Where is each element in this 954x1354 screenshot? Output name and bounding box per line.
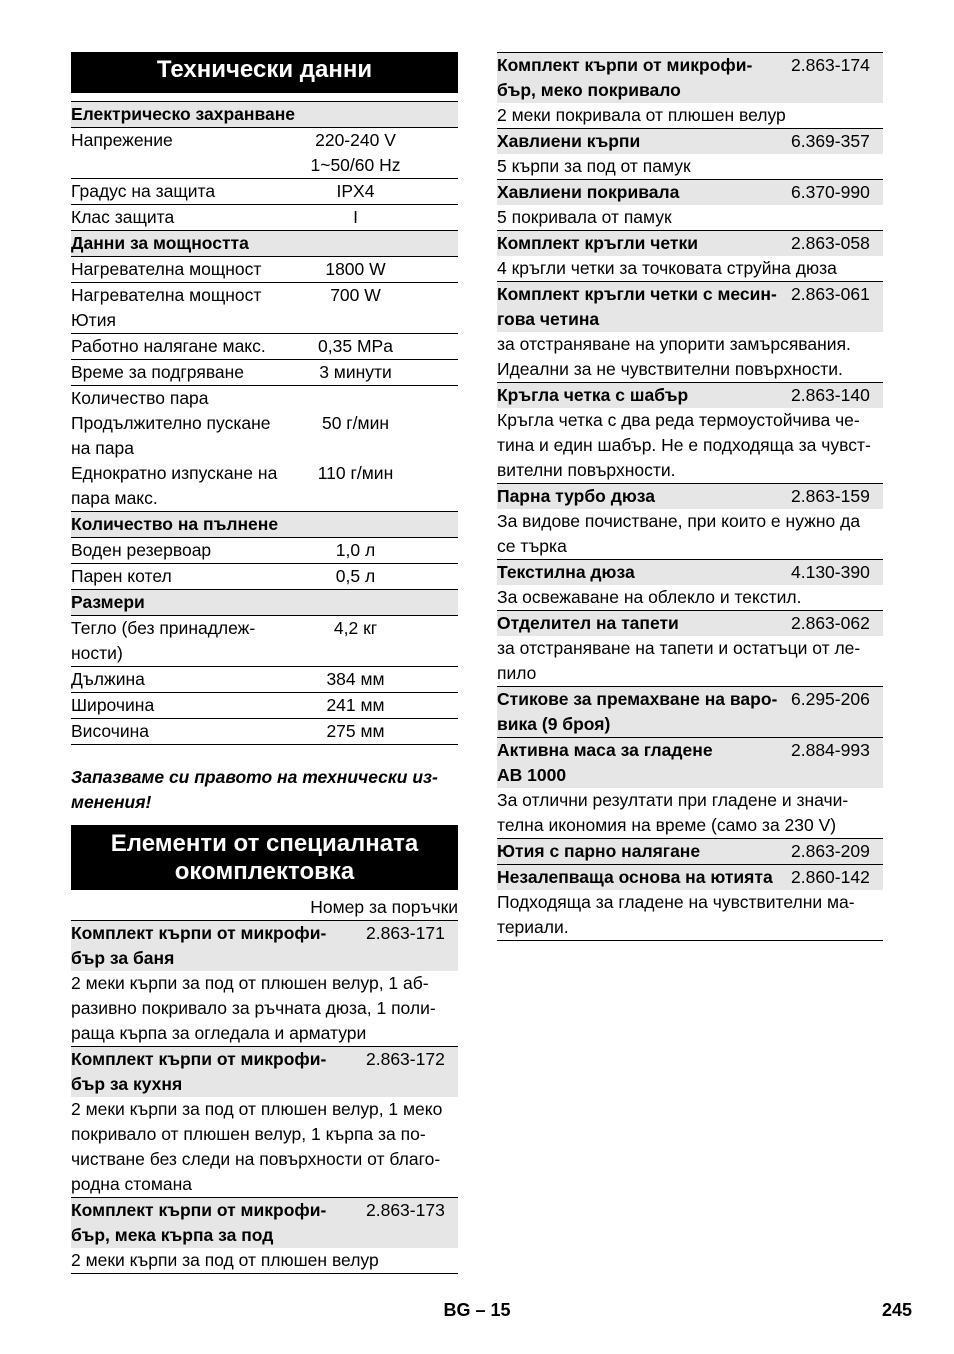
spec-row — [71, 127, 458, 178]
accessory-name: Комплект кърпи от микрофи- бър за баня — [71, 923, 327, 968]
accessory-header — [497, 180, 883, 205]
spec-value — [308, 386, 458, 411]
spec-value: IPX4 — [336, 181, 375, 201]
spec-row — [71, 692, 458, 718]
right-column — [497, 52, 883, 941]
spec-value: 275 мм — [326, 721, 385, 741]
list-end-rule — [497, 940, 883, 941]
accessory-name: Кръгла четка с шабър — [497, 385, 689, 405]
spec-label: Време за подгряване — [71, 362, 245, 382]
accessory-description: за отстраняване на упорити замърсявания. Идеални за не чувствителни повърхности. — [497, 334, 851, 379]
accessory-name: Ютия с парно налягане — [497, 841, 701, 861]
spec-row — [71, 256, 458, 282]
page-section-label: BG – 15 — [443, 1300, 511, 1320]
accessory-order-number: 2.863-171 — [366, 923, 445, 943]
accessory-description: 2 меки кърпи за под от плюшен велур — [71, 1250, 379, 1270]
accessory-description: 2 меки покривала от плюшен велур — [497, 105, 786, 125]
accessory-item — [497, 610, 883, 686]
accessory-header — [497, 560, 883, 585]
spec-row — [71, 333, 458, 359]
page-number: 245 — [881, 1300, 912, 1320]
disclaimer-note: Запазваме си правото на технически из- менения! — [71, 767, 438, 812]
accessory-item — [71, 920, 458, 1046]
accessory-item — [497, 230, 883, 281]
accessory-item — [497, 382, 883, 483]
spec-label: Нагревателна мощност — [71, 259, 262, 279]
accessory-item — [497, 838, 883, 864]
accessory-order-number: 2.863-061 — [791, 284, 870, 304]
accessory-description: 2 меки кърпи за под от плюшен велур, 1 аб- разивно покривало за ръчната дюза, 1 поли- раща кърпа за огледала и арматури — [71, 973, 436, 1043]
spec-label: Дължина — [71, 669, 145, 689]
spec-section-heading: Размери — [71, 589, 458, 615]
spec-value: 700 W — [330, 285, 381, 305]
accessory-item — [497, 179, 883, 230]
spec-value: I — [353, 207, 358, 227]
accessory-order-number: 2.863-174 — [791, 55, 870, 75]
spec-label: Градус на защита — [71, 181, 216, 201]
accessory-item — [497, 128, 883, 179]
spec-label: Клас защита — [71, 207, 175, 227]
spec-label: Напрежение — [71, 130, 173, 150]
accessory-name: Текстилна дюза — [497, 562, 635, 582]
accessory-order-number: 6.370-990 — [791, 182, 870, 202]
accessory-header — [497, 282, 883, 332]
accessories-list-left — [71, 920, 458, 1274]
accessory-header — [497, 865, 883, 890]
spec-row — [71, 385, 458, 411]
accessory-item — [497, 559, 883, 610]
accessory-order-number: 6.295-206 — [791, 689, 870, 709]
accessory-order-number: 2.863-172 — [366, 1049, 445, 1069]
accessory-description: Кръгла четка с два реда термоустойчива че- тина и един шабър. Не е подходяща за чувст- вителни повърхности. — [497, 410, 871, 480]
accessory-order-number: 2.884-993 — [791, 740, 870, 760]
accessory-header — [497, 484, 883, 509]
spec-row — [71, 563, 458, 589]
spec-label: Работно налягане макс. — [71, 336, 266, 356]
spec-label: Широчина — [71, 695, 155, 715]
accessory-order-number: 2.863-173 — [366, 1200, 445, 1220]
accessory-name: Активна маса за гладене AB 1000 — [497, 740, 713, 785]
accessories-list-right — [497, 52, 883, 941]
accessory-description: 5 покривала от памук — [497, 207, 672, 227]
accessory-description: 5 кърпи за под от памук — [497, 156, 691, 176]
spec-label: Тегло (без принадлеж- ности) — [71, 618, 256, 663]
spec-value: 3 минути — [319, 362, 392, 382]
accessory-name: Комплект кръгли четки — [497, 233, 699, 253]
tech-data-table — [71, 101, 458, 745]
accessory-item — [497, 52, 883, 128]
accessory-header — [71, 1047, 458, 1097]
spec-value: 1,0 л — [335, 540, 376, 560]
accessory-name: Хавлиени кърпи — [497, 131, 641, 151]
accessory-item — [497, 737, 883, 838]
accessory-header — [497, 611, 883, 636]
spec-label: Количество пара — [71, 388, 209, 408]
spec-value: 1800 W — [325, 259, 386, 279]
accessory-header — [497, 53, 883, 103]
accessory-order-number: 6.369-357 — [791, 131, 870, 151]
accessory-order-number: 2.863-058 — [791, 233, 870, 253]
accessory-order-number: 2.860-142 — [791, 867, 870, 887]
accessory-order-number: 4.130-390 — [791, 562, 870, 582]
spec-section-heading: Електрическо захранване — [71, 101, 458, 127]
accessory-item — [71, 1197, 458, 1273]
accessory-order-number: 2.863-140 — [791, 385, 870, 405]
accessory-name: Комплект кръгли четки с месин- гова четина — [497, 284, 777, 329]
spec-row — [71, 615, 458, 666]
accessory-name: Комплект кърпи от микрофи- бър за кухня — [71, 1049, 327, 1094]
accessory-name: Комплект кърпи от микрофи- бър, меко покривало — [497, 55, 753, 100]
accessory-name: Парна турбо дюза — [497, 486, 655, 506]
spec-label: Еднократно изпускане на пара макс. — [71, 463, 278, 508]
accessory-name: Комплект кърпи от микрофи- бър, мека кърпа за под — [71, 1200, 327, 1245]
accessory-name: Хавлиени покривала — [497, 182, 680, 202]
spec-label: Воден резервоар — [71, 540, 212, 560]
spec-value: 384 мм — [326, 669, 385, 689]
spec-label: Парен котел — [71, 566, 172, 586]
accessory-description: 4 кръгли четки за точковата струйна дюза — [497, 258, 837, 278]
spec-value: 4,2 кг — [333, 618, 378, 638]
spec-row — [71, 359, 458, 385]
spec-row — [71, 178, 458, 204]
accessory-name: Отделител на тапети — [497, 613, 679, 633]
spec-section-heading: Данни за мощността — [71, 230, 458, 256]
spec-label: Височина — [71, 721, 150, 741]
accessory-header — [497, 839, 883, 864]
accessory-header — [497, 231, 883, 256]
spec-section-heading: Количество на пълнене — [71, 511, 458, 537]
list-end-rule — [71, 1273, 458, 1274]
order-number-label: Номер за поръчки — [310, 897, 458, 917]
spec-value: 0,5 л — [335, 566, 376, 586]
spec-row — [71, 204, 458, 230]
accessory-header — [71, 1198, 458, 1248]
accessory-description: за отстраняване на тапети и остатъци от ле- пило — [497, 638, 861, 683]
accessory-header — [71, 921, 458, 971]
spec-row — [71, 411, 458, 461]
accessory-item — [71, 1046, 458, 1197]
accessory-order-number: 2.863-159 — [791, 486, 870, 506]
accessory-item — [497, 686, 883, 737]
spec-value: 110 г/мин — [317, 463, 394, 483]
spec-row — [71, 666, 458, 692]
accessory-header — [497, 383, 883, 408]
accessories-title: Елементи от специалната окомплектовка — [71, 825, 458, 890]
accessory-name: Незалепваща основа на ютията — [497, 867, 773, 887]
accessory-description: За освежаване на облекло и текстил. — [497, 587, 802, 607]
accessory-header — [497, 129, 883, 154]
spec-row — [71, 282, 458, 333]
spec-row — [71, 537, 458, 563]
spec-value: 50 г/мин — [321, 413, 390, 433]
accessory-order-number: 2.863-062 — [791, 613, 870, 633]
accessory-description: 2 меки кърпи за под от плюшен велур, 1 меко покривало от плюшен велур, 1 кърпа за по- чистване без следи на повърхности от благо- родна стомана — [71, 1099, 443, 1194]
accessory-item — [497, 281, 883, 382]
accessory-description: За отлични резултати при гладене и значи- телна икономия на време (само за 230 V) — [497, 790, 849, 835]
spec-value: 241 мм — [326, 695, 385, 715]
spec-label: Нагревателна мощност Ютия — [71, 285, 262, 330]
spec-row — [71, 461, 458, 511]
accessory-item — [497, 483, 883, 559]
left-column — [71, 52, 458, 1274]
accessory-name: Стикове за премахване на варо- вика (9 броя) — [497, 689, 778, 734]
accessory-order-number: 2.863-209 — [791, 841, 870, 861]
accessory-description: Подходяща за гладене на чувствителни ма- териали. — [497, 892, 855, 937]
spec-value: 220-240 V 1~50/60 Hz — [310, 130, 401, 175]
accessory-header — [497, 738, 883, 788]
accessory-description: За видове почистване, при които е нужно да се търка — [497, 511, 861, 556]
accessory-header — [497, 687, 883, 737]
tech-data-title: Технически данни — [71, 52, 458, 93]
spec-value: 0,35 MPa — [318, 336, 393, 356]
spec-row — [71, 718, 458, 744]
accessory-item — [497, 864, 883, 940]
spec-label: Продължително пускане на пара — [71, 413, 271, 458]
